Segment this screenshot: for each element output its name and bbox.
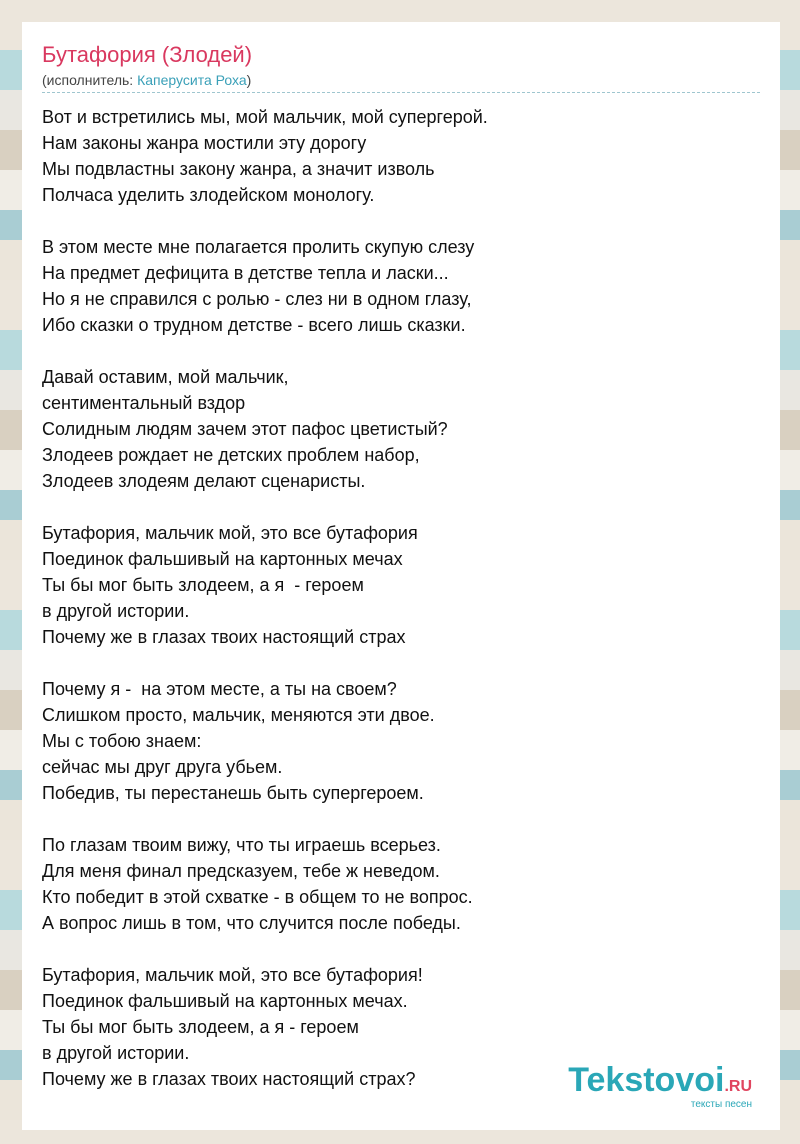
lyrics-line: Ты бы мог быть злодеем, а я - героем <box>42 1017 359 1037</box>
lyrics-line: сентиментальный вздор <box>42 393 246 413</box>
lyrics-line: Вот и встретились мы, мой мальчик, мой супергерой. <box>42 107 488 127</box>
lyrics-line: Но я не справился с ролью - слез ни в одном глазу, <box>42 289 472 309</box>
lyrics-line: Мы подвластны закону жанра, а значит изволь <box>42 159 435 179</box>
song-title: Бутафория (Злодей) <box>42 42 253 67</box>
lyrics-line: Бутафория, мальчик мой, это все бутафория! <box>42 965 423 985</box>
site-logo[interactable] <box>568 1061 752 1110</box>
lyrics-stanza <box>42 104 742 208</box>
lyrics-stanza <box>42 676 742 806</box>
lyrics-stanza <box>42 832 742 936</box>
lyrics-line: А вопрос лишь в том, что случится после победы. <box>42 913 461 933</box>
lyrics-line: Нам законы жанра мостили эту дорогу <box>42 133 367 153</box>
lyrics-line: Для меня финал предсказуем, тебе ж неведом. <box>42 861 440 881</box>
logo-tagline: тексты песен <box>690 1099 752 1110</box>
lyrics-line: Слишком просто, мальчик, меняются эти двое. <box>42 705 435 725</box>
lyrics-line: Победив, ты перестанешь быть супергероем. <box>42 783 424 803</box>
lyrics-line: Поединок фальшивый на картонных мечах. <box>42 991 408 1011</box>
lyrics-line: Давай оставим, мой мальчик, <box>42 367 289 387</box>
lyrics-card <box>22 22 780 1130</box>
artist-line <box>42 72 251 88</box>
lyrics-line: Почему же в глазах твоих настоящий страх <box>42 627 406 647</box>
artist-link[interactable]: Каперусита Роха <box>137 72 247 88</box>
logo-main-text: Tekstovoi <box>568 1061 725 1099</box>
lyrics-line: Злодеев рождает не детских проблем набор, <box>42 445 420 465</box>
lyrics-line: Поединок фальшивый на картонных мечах <box>42 549 403 569</box>
lyrics-line: в другой истории. <box>42 1043 190 1063</box>
lyrics-line: Кто победит в этой схватке - в общем то не вопрос. <box>42 887 473 907</box>
lyrics-text <box>42 104 742 1118</box>
lyrics-stanza <box>42 520 742 650</box>
lyrics-line: Полчаса уделить злодейском монологу. <box>42 185 375 205</box>
artist-prefix: (исполнитель: <box>42 72 138 88</box>
lyrics-line: Бутафория, мальчик мой, это все бутафория <box>42 523 418 543</box>
lyrics-line: На предмет дефицита в детстве тепла и ласки... <box>42 263 449 283</box>
lyrics-line: В этом месте мне полагается пролить скупую слезу <box>42 237 475 257</box>
title-divider <box>42 92 760 93</box>
lyrics-stanza <box>42 364 742 494</box>
lyrics-line: сейчас мы друг друга убьем. <box>42 757 283 777</box>
lyrics-line: Ты бы мог быть злодеем, а я - героем <box>42 575 364 595</box>
lyrics-line: Почему же в глазах твоих настоящий страх? <box>42 1069 416 1089</box>
lyrics-line: Мы с тобою знаем: <box>42 731 202 751</box>
lyrics-line: в другой истории. <box>42 601 190 621</box>
logo-tld-text: .RU <box>724 1078 752 1095</box>
lyrics-line: Солидным людям зачем этот пафос цветистый? <box>42 419 448 439</box>
lyrics-line: Почему я - на этом месте, а ты на своем? <box>42 679 397 699</box>
lyrics-line: Злодеев злодеям делают сценаристы. <box>42 471 366 491</box>
artist-suffix: ) <box>246 72 252 88</box>
lyrics-stanza <box>42 234 742 338</box>
lyrics-line: По глазам твоим вижу, что ты играешь всерьез. <box>42 835 441 855</box>
lyrics-line: Ибо сказки о трудном детстве - всего лишь сказки. <box>42 315 466 335</box>
